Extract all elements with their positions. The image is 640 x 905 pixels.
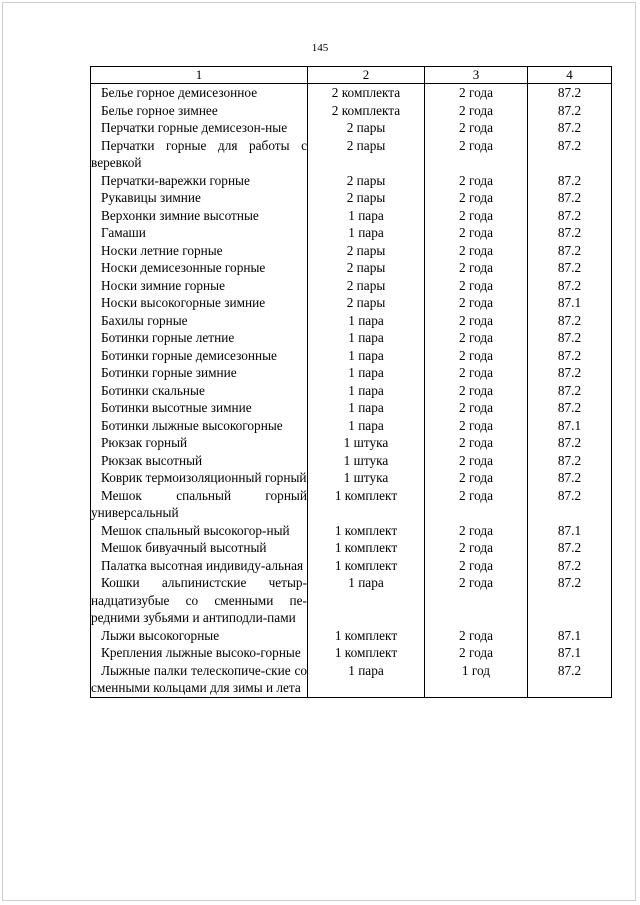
cell-name: Лыжные палки телескопиче-ские со сменными кольцами для зимы и лета xyxy=(91,662,307,695)
cell-code: 87.1 xyxy=(528,644,612,662)
cell-qty: 1 пара xyxy=(308,207,425,225)
cell-term: 2 года xyxy=(425,644,528,662)
cell-code: 87.2 xyxy=(528,557,612,575)
cell-term: 2 года xyxy=(425,224,528,242)
cell-name: Белье горное демисезонное xyxy=(91,84,308,102)
cell-term: 2 года xyxy=(425,469,528,487)
cell-qty: 1 пара xyxy=(308,574,425,627)
cell-term: 2 года xyxy=(425,347,528,365)
cell-qty: 1 комплект xyxy=(308,539,425,557)
cell-term: 2 года xyxy=(425,417,528,435)
cell-term: 2 года xyxy=(425,172,528,190)
cell-term: 2 года xyxy=(425,627,528,645)
table-row xyxy=(91,347,612,365)
cell-term: 2 года xyxy=(425,84,528,102)
cell-name: Мешок бивуачный высотный xyxy=(91,539,308,557)
cell-code: 87.2 xyxy=(528,84,612,102)
cell-term: 2 года xyxy=(425,539,528,557)
cell-qty: 1 пара xyxy=(308,312,425,330)
cell-qty: 2 пары xyxy=(308,294,425,312)
cell-term: 2 года xyxy=(425,189,528,207)
cell-term: 2 года xyxy=(425,434,528,452)
cell-qty: 1 пара xyxy=(308,329,425,347)
cell-name: Лыжи высокогорные xyxy=(91,627,308,645)
cell-code: 87.1 xyxy=(528,294,612,312)
cell-qty: 1 пара xyxy=(308,347,425,365)
cell-qty: 2 пары xyxy=(308,259,425,277)
cell-qty: 1 штука xyxy=(308,434,425,452)
cell-qty: 2 комплекта xyxy=(308,84,425,102)
cell-code: 87.2 xyxy=(528,189,612,207)
cell-code: 87.1 xyxy=(528,417,612,435)
cell-qty: 1 комплект xyxy=(308,644,425,662)
cell-term: 2 года xyxy=(425,207,528,225)
cell-name: Ботинки лыжные высокогорные xyxy=(91,417,308,435)
table-row xyxy=(91,242,612,260)
cell-name: Рукавицы зимние xyxy=(91,189,308,207)
cell-code: 87.2 xyxy=(528,434,612,452)
cell-name: Ботинки горные летние xyxy=(91,329,308,347)
table-row xyxy=(91,644,612,662)
cell-qty: 2 пары xyxy=(308,189,425,207)
column-header: 3 xyxy=(425,67,528,84)
table-row xyxy=(91,469,612,487)
cell-name: Перчатки горные демисезон-ные xyxy=(91,119,308,137)
table-row xyxy=(91,452,612,470)
cell-name: Рюкзак горный xyxy=(91,434,308,452)
cell-term: 2 года xyxy=(425,399,528,417)
table-row xyxy=(91,627,612,645)
table-row xyxy=(91,189,612,207)
cell-name: Ботинки скальные xyxy=(91,382,308,400)
table-row xyxy=(91,259,612,277)
cell-qty: 1 пара xyxy=(308,364,425,382)
cell-code: 87.2 xyxy=(528,469,612,487)
table-row xyxy=(91,434,612,452)
cell-qty: 1 пара xyxy=(308,662,425,698)
cell-qty: 1 пара xyxy=(308,224,425,242)
cell-term: 2 года xyxy=(425,364,528,382)
cell-code: 87.2 xyxy=(528,539,612,557)
cell-name: Перчатки-варежки горные xyxy=(91,172,308,190)
cell-name: Мешок спальный высокогор-ный xyxy=(91,522,308,540)
table-row xyxy=(91,522,612,540)
cell-qty: 1 штука xyxy=(308,469,425,487)
cell-name: Ботинки горные демисезонные xyxy=(91,347,308,365)
cell-term: 2 года xyxy=(425,294,528,312)
table-row xyxy=(91,417,612,435)
cell-code: 87.1 xyxy=(528,627,612,645)
cell-name: Белье горное зимнее xyxy=(91,102,308,120)
cell-name: Бахилы горные xyxy=(91,312,308,330)
cell-term: 2 года xyxy=(425,329,528,347)
cell-term: 2 года xyxy=(425,487,528,522)
cell-qty: 1 комплект xyxy=(308,627,425,645)
cell-name: Носки летние горные xyxy=(91,242,308,260)
table-row xyxy=(91,312,612,330)
table-row xyxy=(91,382,612,400)
cell-name: Верхонки зимние высотные xyxy=(91,207,308,225)
cell-code: 87.2 xyxy=(528,452,612,470)
cell-term: 2 года xyxy=(425,119,528,137)
cell-code: 87.2 xyxy=(528,224,612,242)
cell-code: 87.2 xyxy=(528,487,612,522)
header-row xyxy=(91,67,612,84)
cell-code: 87.2 xyxy=(528,259,612,277)
cell-qty: 2 комплекта xyxy=(308,102,425,120)
cell-code: 87.2 xyxy=(528,364,612,382)
table-row xyxy=(91,207,612,225)
cell-term: 2 года xyxy=(425,557,528,575)
cell-code: 87.2 xyxy=(528,312,612,330)
cell-name: Крепления лыжные высоко-горные xyxy=(91,644,308,662)
cell-qty: 1 пара xyxy=(308,417,425,435)
cell-qty: 1 пара xyxy=(308,399,425,417)
table-row xyxy=(91,119,612,137)
cell-code: 87.2 xyxy=(528,172,612,190)
cell-name: Мешок спальный горный универсальный xyxy=(91,487,307,520)
cell-code: 87.2 xyxy=(528,662,612,698)
cell-qty: 2 пары xyxy=(308,137,425,172)
table-row xyxy=(91,539,612,557)
column-header: 2 xyxy=(308,67,425,84)
table-row xyxy=(91,172,612,190)
cell-code: 87.2 xyxy=(528,137,612,172)
table-row xyxy=(91,487,612,522)
table-row xyxy=(91,557,612,575)
cell-term: 2 года xyxy=(425,522,528,540)
cell-term: 2 года xyxy=(425,452,528,470)
cell-code: 87.2 xyxy=(528,329,612,347)
cell-code: 87.2 xyxy=(528,399,612,417)
cell-term: 2 года xyxy=(425,242,528,260)
cell-term: 2 года xyxy=(425,277,528,295)
cell-term: 2 года xyxy=(425,102,528,120)
cell-name: Носки высокогорные зимние xyxy=(91,294,308,312)
cell-term: 2 года xyxy=(425,137,528,172)
cell-name: Ботинки высотные зимние xyxy=(91,399,308,417)
cell-code: 87.2 xyxy=(528,119,612,137)
cell-term: 2 года xyxy=(425,382,528,400)
table-row xyxy=(91,224,612,242)
cell-name: Гамаши xyxy=(91,224,308,242)
cell-code: 87.2 xyxy=(528,382,612,400)
cell-term: 2 года xyxy=(425,574,528,627)
column-header: 4 xyxy=(528,67,612,84)
table-row xyxy=(91,329,612,347)
column-header: 1 xyxy=(91,67,308,84)
equipment-table xyxy=(90,66,612,698)
table-row xyxy=(91,294,612,312)
cell-code: 87.2 xyxy=(528,207,612,225)
table-row xyxy=(91,84,612,102)
table-row xyxy=(91,364,612,382)
table-row xyxy=(91,102,612,120)
table-row xyxy=(91,574,612,627)
cell-name: Перчатки горные для работы с веревкой xyxy=(91,137,307,170)
cell-code: 87.2 xyxy=(528,102,612,120)
cell-qty: 1 штука xyxy=(308,452,425,470)
cell-code: 87.2 xyxy=(528,242,612,260)
cell-code: 87.2 xyxy=(528,574,612,627)
cell-qty: 2 пары xyxy=(308,172,425,190)
cell-name: Коврик термоизоляционный горный xyxy=(91,469,308,487)
cell-qty: 1 комплект xyxy=(308,522,425,540)
cell-qty: 1 пара xyxy=(308,382,425,400)
cell-qty: 1 комплект xyxy=(308,557,425,575)
cell-qty: 2 пары xyxy=(308,119,425,137)
cell-name: Носки зимние горные xyxy=(91,277,308,295)
cell-code: 87.1 xyxy=(528,522,612,540)
table-row xyxy=(91,137,612,172)
page-number: 145 xyxy=(311,42,329,54)
cell-qty: 1 комплект xyxy=(308,487,425,522)
cell-term: 1 год xyxy=(425,662,528,698)
cell-name: Кошки альпинистские четыр-надцатизубые со сменными пе-редними зубьями и антиподли-пами xyxy=(91,575,307,625)
table-row xyxy=(91,399,612,417)
cell-code: 87.2 xyxy=(528,277,612,295)
cell-code: 87.2 xyxy=(528,347,612,365)
cell-term: 2 года xyxy=(425,312,528,330)
cell-name: Носки демисезонные горные xyxy=(91,259,308,277)
cell-name: Палатка высотная индивиду-альная xyxy=(91,557,308,575)
cell-qty: 2 пары xyxy=(308,242,425,260)
table-row xyxy=(91,662,612,698)
table-row xyxy=(91,277,612,295)
cell-term: 2 года xyxy=(425,259,528,277)
cell-name: Рюкзак высотный xyxy=(91,452,308,470)
cell-name: Ботинки горные зимние xyxy=(91,364,308,382)
cell-qty: 2 пары xyxy=(308,277,425,295)
